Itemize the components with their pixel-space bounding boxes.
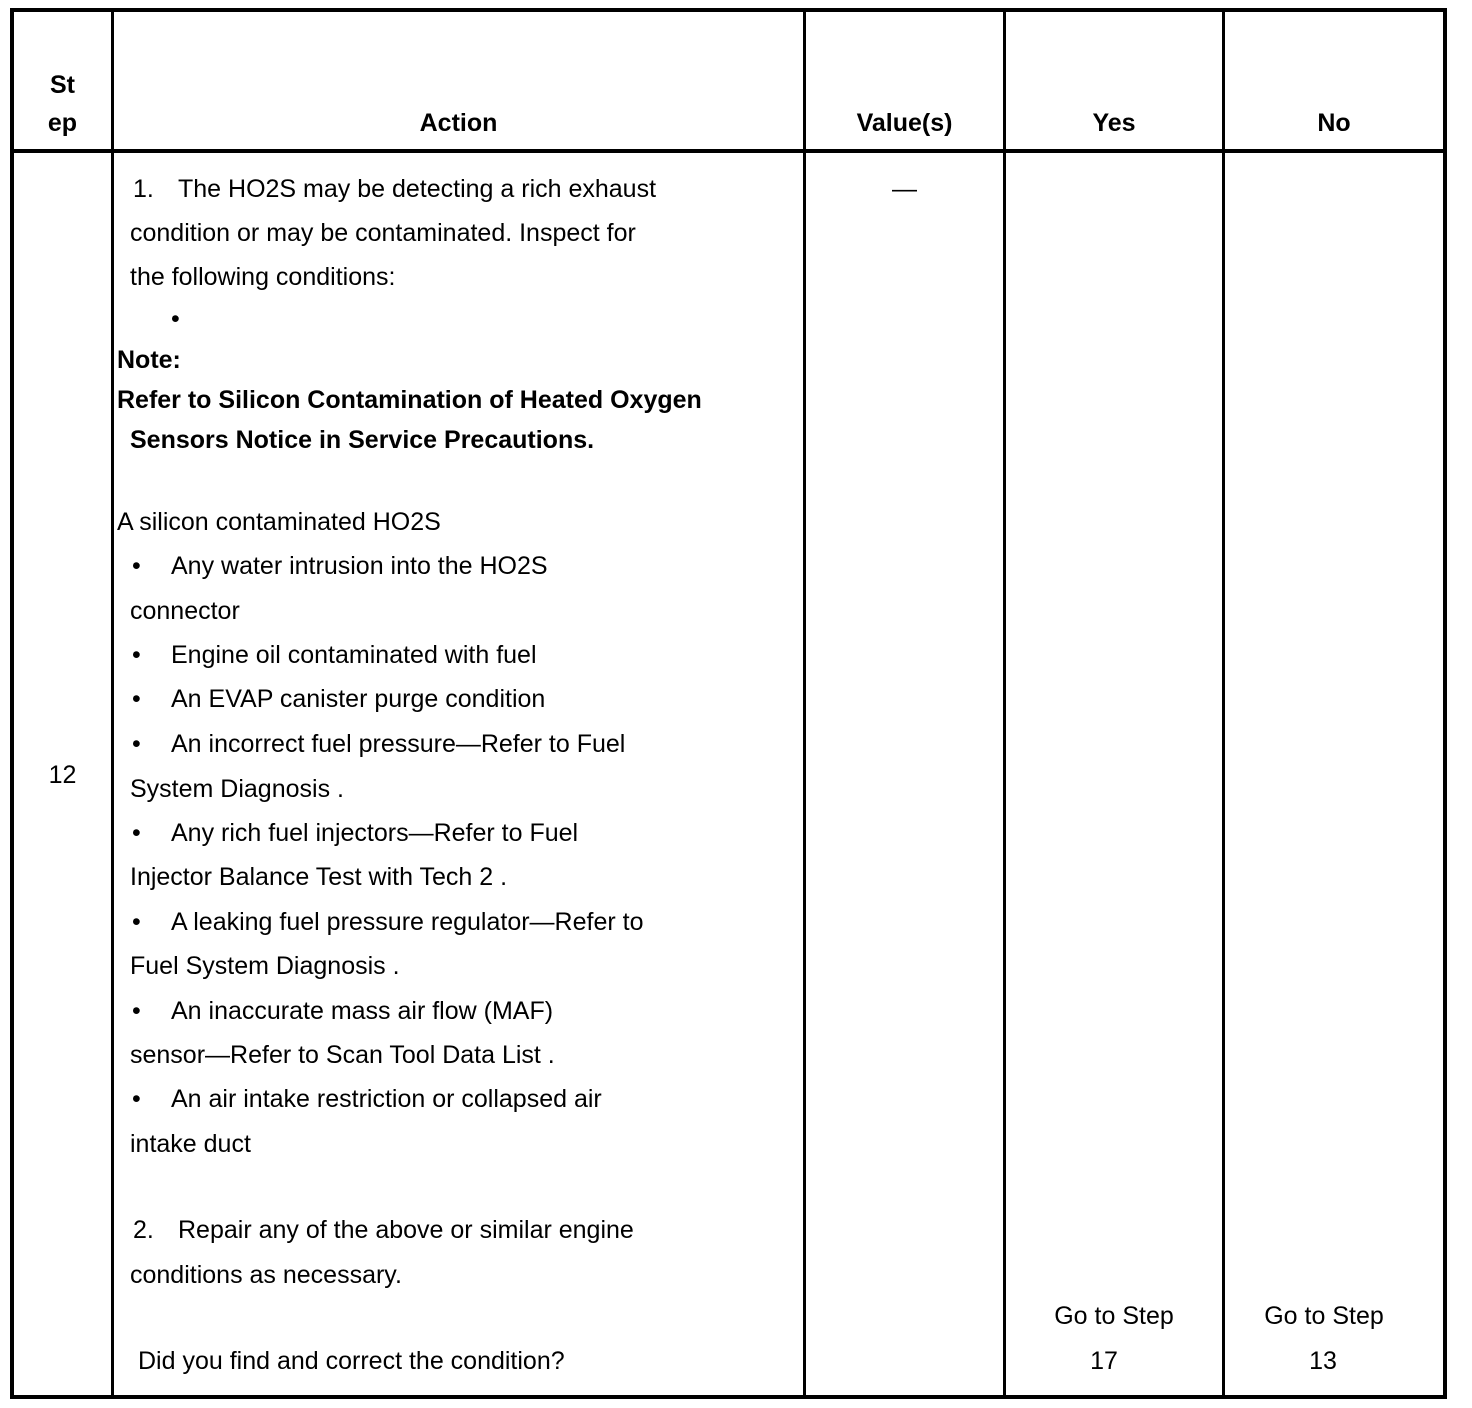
item1-line3: the following conditions: — [130, 263, 396, 291]
note-line1: Refer to Silicon Contamination of Heated Oxygen — [117, 386, 702, 414]
bullet-8-line2: intake duct — [130, 1130, 251, 1158]
bullet-5-line1: Any rich fuel injectors—Refer to Fuel — [171, 819, 579, 847]
bullet-mark: • — [132, 819, 141, 847]
question: Did you find and correct the condition? — [138, 1347, 565, 1375]
item2-number: 2. — [133, 1216, 154, 1244]
header-step-line2: ep — [47, 109, 78, 137]
bullet-mark: • — [132, 730, 141, 758]
bullet-mark: • — [132, 552, 141, 580]
value-cell: — — [892, 175, 917, 203]
header-yes: Yes — [1092, 109, 1136, 137]
bullet-4-line2: System Diagnosis . — [130, 775, 344, 803]
step-number: 12 — [48, 761, 77, 789]
header-step — [14, 66, 111, 142]
header-action: Action — [419, 109, 498, 137]
no-step-number: 13 — [1309, 1347, 1337, 1375]
item1-line2: condition or may be contaminated. Inspect for — [130, 219, 636, 247]
bullet-6-line1: A leaking fuel pressure regulator—Refer to — [171, 908, 644, 936]
col-divider-action — [803, 8, 806, 1399]
item1-number: 1. — [133, 175, 154, 203]
header-divider — [10, 149, 1447, 153]
bullet-mark: • — [132, 1085, 141, 1113]
yes-step-number: 17 — [1090, 1347, 1118, 1375]
table-border-bottom — [10, 1395, 1447, 1399]
table-border-left — [10, 8, 14, 1399]
note-label: Note: — [117, 346, 181, 374]
col-divider-step — [111, 8, 114, 1399]
no-line1: Go to Step — [1264, 1302, 1384, 1330]
table-border-right — [1443, 8, 1447, 1399]
header-step-line1: St — [50, 71, 75, 99]
bullet-2-line1: Engine oil contaminated with fuel — [171, 641, 537, 669]
bullet-mark: • — [132, 685, 141, 713]
item2-line2: conditions as necessary. — [130, 1261, 402, 1289]
note-line2: Sensors Notice in Service Precautions. — [130, 426, 595, 454]
col-divider-value — [1003, 8, 1006, 1399]
empty-bullet: • — [171, 305, 180, 333]
silicon-text: A silicon contaminated HO2S — [117, 508, 441, 536]
header-values: Value(s) — [856, 109, 953, 137]
table-border-top — [10, 8, 1447, 12]
header-no: No — [1317, 109, 1351, 137]
bullet-7-line1: An inaccurate mass air flow (MAF) — [171, 997, 554, 1025]
bullet-1-line2: connector — [130, 597, 240, 625]
bullet-7-line2: sensor—Refer to Scan Tool Data List . — [130, 1041, 555, 1069]
col-divider-yes — [1222, 8, 1225, 1399]
bullet-mark: • — [132, 908, 141, 936]
bullet-mark: • — [132, 641, 141, 669]
bullet-8-line1: An air intake restriction or collapsed air — [171, 1085, 602, 1113]
bullet-5-line2: Injector Balance Test with Tech 2 . — [130, 863, 508, 891]
bullet-6-line2: Fuel System Diagnosis . — [130, 952, 400, 980]
bullet-mark: • — [132, 997, 141, 1025]
yes-line1: Go to Step — [1054, 1302, 1174, 1330]
item2-line1: Repair any of the above or similar engine — [178, 1216, 634, 1244]
item1-line1: The HO2S may be detecting a rich exhaust — [178, 175, 657, 203]
bullet-3-line1: An EVAP canister purge condition — [171, 685, 546, 713]
bullet-4-line1: An incorrect fuel pressure—Refer to Fuel — [171, 730, 626, 758]
bullet-1-line1: Any water intrusion into the HO2S — [171, 552, 548, 580]
